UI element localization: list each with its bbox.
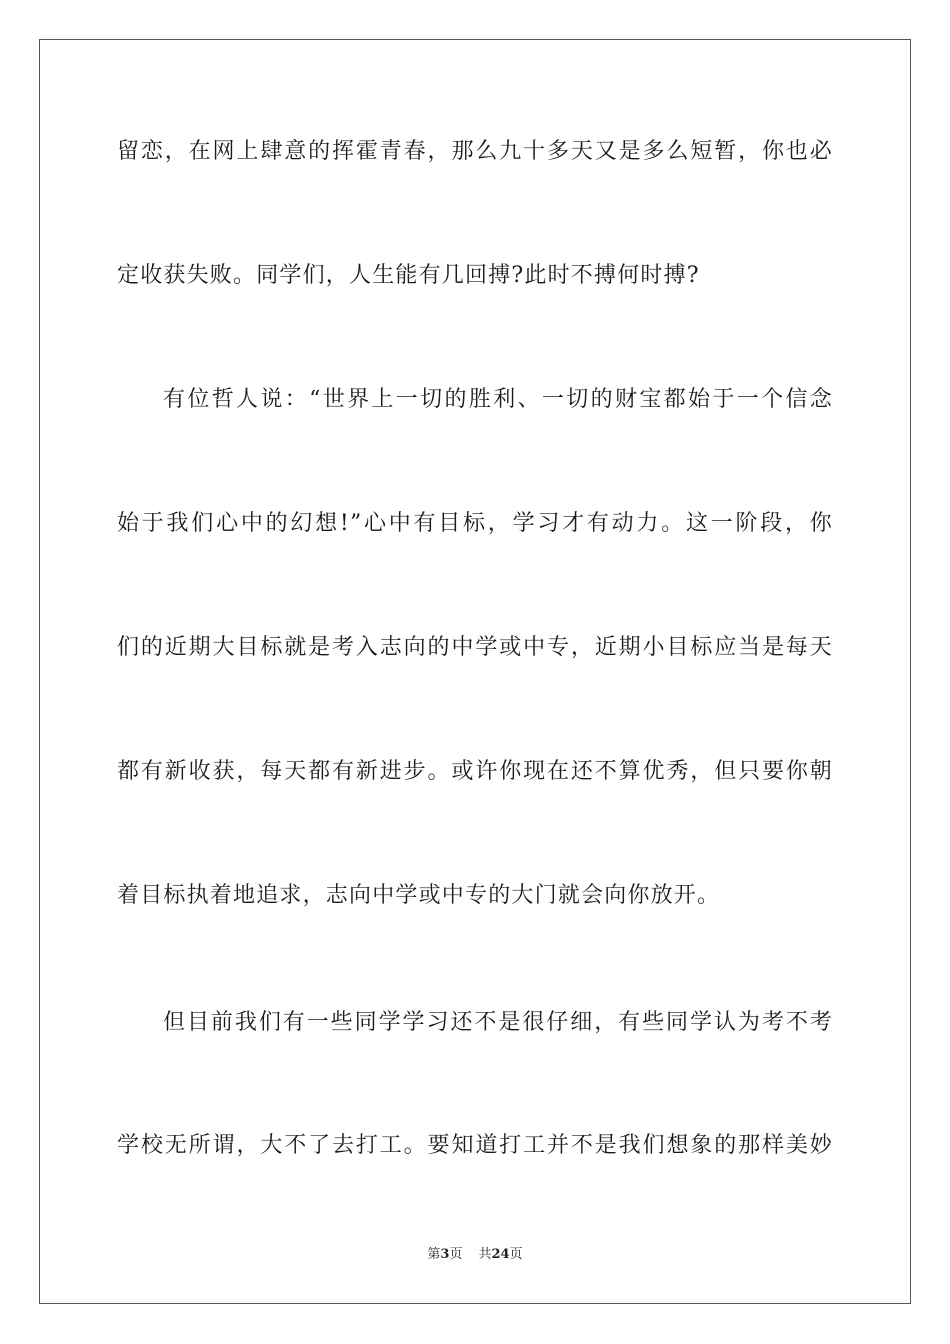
total-label-suffix: 页 (509, 1247, 523, 1262)
body-text-line: 定收获失败。同学们，人生能有几回搏?此时不搏何时搏? (117, 263, 700, 288)
paragraph-first-line: 有位哲人说：“世界上一切的胜利、一切的财宝都始于一个信念 (163, 387, 833, 412)
body-text-line: 都有新收获，每天都有新进步。或许你现在还不算优秀，但只要你朝 (117, 759, 833, 784)
page-label-prefix: 第 (427, 1247, 441, 1262)
page-border (39, 39, 911, 1304)
total-label-prefix: 共 (478, 1247, 492, 1262)
body-text-line: 着目标执着地追求，志向中学或中专的大门就会向你放开。 (117, 883, 721, 908)
page-footer (0, 1245, 950, 1265)
current-page-number: 3 (440, 1247, 450, 1262)
body-text-line: 留恋，在网上肆意的挥霍青春，那么九十多天又是多么短暂，你也必 (117, 139, 833, 164)
body-text-line: 学校无所谓，大不了去打工。要知道打工并不是我们想象的那样美妙 (117, 1133, 833, 1158)
page-label-suffix: 页 (449, 1247, 463, 1262)
paragraph-first-line: 但目前我们有一些同学学习还不是很仔细，有些同学认为考不考 (163, 1010, 833, 1035)
body-text-line: 始于我们心中的幻想!”心中有目标，学习才有动力。这一阶段，你 (117, 511, 833, 536)
body-text-line: 们的近期大目标就是考入志向的中学或中专，近期小目标应当是每天 (117, 635, 833, 660)
total-page-count: 24 (491, 1247, 510, 1262)
